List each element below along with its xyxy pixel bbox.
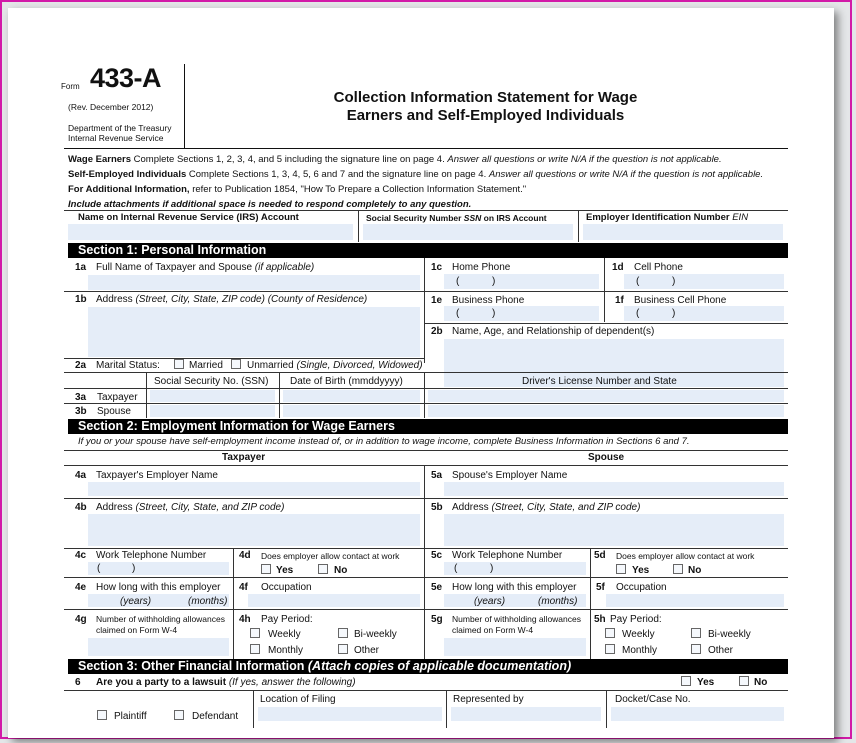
f5e-num: 5e [431,582,443,593]
spouse-work-phone-field[interactable] [444,562,586,575]
weekly-label: Weekly [622,629,655,640]
section3-header: Section 3: Other Financial Information (Attach copies of applicable documentation) [68,659,788,674]
rule [64,465,788,466]
f5f-num: 5f [596,582,605,593]
rule [578,210,579,242]
spouse-weekly-checkbox[interactable] [605,628,615,638]
f1e-label: Business Phone [452,295,525,306]
business-cell-field[interactable] [624,306,784,321]
section2-header: Section 2: Employment Information for Wage Earners [68,419,788,434]
spouse-ssn-field[interactable] [150,405,275,417]
form-title [188,89,783,125]
taxpayer-occupation-field[interactable] [248,594,420,607]
spouse-occupation-field[interactable] [606,594,784,607]
taxpayer-biweekly-checkbox[interactable] [338,628,348,638]
f5c-label: Work Telephone Number [452,550,563,561]
header-divider [184,64,185,148]
rule [64,609,788,610]
rule [64,210,788,211]
yes-label: Yes [276,565,294,576]
f2a-num: 2a [75,360,87,371]
f1b-label: Address (Street, City, State, ZIP code) (County of Residence) [96,294,368,305]
rule [590,548,591,659]
f4d-num: 4d [239,550,251,561]
f5g-num: 5g [431,614,443,625]
f5c-num: 5c [431,550,443,561]
spouse-biweekly-checkbox[interactable] [691,628,701,638]
no-label: No [334,565,348,576]
rule [424,258,425,363]
monthly-label: Monthly [268,645,304,656]
plaintiff-label: Plaintiff [114,711,147,722]
rule [64,450,788,451]
taxpayer-weekly-checkbox[interactable] [250,628,260,638]
cell-phone-field[interactable] [624,274,784,289]
ein-label: Employer Identification Number EIN [586,212,749,223]
col-dl: Driver's License Number and State [522,376,677,387]
title-line2: Earners and Self-Employed Individuals [346,107,625,124]
defendant-checkbox[interactable] [174,710,184,720]
weekly-label: Weekly [268,629,301,640]
spouse-contact-yes-checkbox[interactable] [616,564,626,574]
f4h-label: Pay Period: [261,614,313,625]
lawsuit-yes-checkbox[interactable] [681,676,691,686]
years-label: (years) [474,596,506,607]
f5f-label: Occupation [616,582,667,593]
col-ssn: Social Security No. (SSN) [154,376,269,387]
years-label: (years) [120,596,152,607]
rule [424,323,788,324]
rule [64,577,788,578]
lawsuit-yes-label: Yes [697,677,715,688]
married-label: Married [189,360,223,371]
yes-label: Yes [632,565,650,576]
unmarried-label: Unmarried (Single, Divorced, Widowed) [247,360,423,371]
ssn-label: Social Security Number SSN on IRS Account [366,213,547,223]
months-label: (months) [538,596,578,607]
no-label: No [688,565,702,576]
location-label: Location of Filing [260,694,336,705]
represented-label: Represented by [453,694,524,705]
f1f-label: Business Cell Phone [634,295,727,306]
rule [64,358,424,359]
rule [64,690,788,691]
plaintiff-checkbox[interactable] [97,710,107,720]
instr-addl: For Additional Information, refer to Publication 1854, "How To Prepare a Collection Information Statement." [68,184,527,195]
f5e-label: How long with this employer [452,582,577,593]
f5b-num: 5b [431,502,443,513]
taxpayer-ssn-field[interactable] [150,390,275,402]
header-rule [64,148,788,149]
f4g-label2: claimed on Form W-4 [96,625,178,635]
defendant-label: Defendant [192,711,239,722]
ein-field[interactable] [583,224,783,240]
f1a-label: Full Name of Taxpayer and Spouse (if applicable) [96,262,315,273]
rule [64,548,788,549]
instr-attach: Include attachments if additional space is needed to respond completely to any question. [68,199,472,210]
f4d-label: Does employer allow contact at work [261,551,400,561]
f1f-num: 1f [615,295,624,306]
f1c-num: 1c [431,262,443,273]
rule [604,258,605,322]
docket-label: Docket/Case No. [615,694,691,705]
f5b-label: Address (Street, City, State, and ZIP code) [452,502,641,513]
taxpayer-contact-yes-checkbox[interactable] [261,564,271,574]
rule [424,372,425,418]
f4a-num: 4a [75,470,87,481]
rule [64,403,788,404]
lawsuit-no-label: No [754,677,768,688]
f4a-label: Taxpayer's Employer Name [96,470,218,481]
f4h-num: 4h [239,614,251,625]
section1-header: Section 1: Personal Information [68,243,788,258]
col-taxpayer: Taxpayer [222,452,266,463]
f4e-label: How long with this employer [96,582,221,593]
f4g-num: 4g [75,614,87,625]
f2b-label: Name, Age, and Relationship of dependent(s) [452,326,655,337]
f6-label: Are you a party to a lawsuit (If yes, answer the following) [96,677,356,688]
other-label: Other [354,645,380,656]
rule [424,465,425,659]
biweekly-label: Bi-weekly [708,629,751,640]
spouse-other-checkbox[interactable] [691,644,701,654]
f4f-num: 4f [239,582,248,593]
rule [253,690,254,728]
f4b-label: Address (Street, City, State, and ZIP code) [96,502,285,513]
f5d-num: 5d [594,550,606,561]
rule [146,372,147,418]
f2b-num: 2b [431,326,443,337]
taxpayer-work-phone-field[interactable] [88,562,229,575]
form-revision: (Rev. December 2012) [68,102,154,112]
rule [64,372,788,373]
rule [424,291,788,292]
instr-wage: Wage Earners Complete Sections 1, 2, 3, 4, and 5 including the signature line on page 4. Answer all questions or write N/A if the question is not applicable. [68,154,722,165]
f1d-label: Cell Phone [634,262,683,273]
f5d-label: Does employer allow contact at work [616,551,755,561]
taxpayer-withholding-field[interactable] [88,638,229,656]
represented-field[interactable] [451,707,601,721]
dept-line1: Department of the Treasury [68,123,172,133]
f5g-label1: Number of withholding allowances [452,614,581,624]
f5h-num: 5h [594,614,606,625]
biweekly-label: Bi-weekly [354,629,397,640]
f3a-num: 3a [75,392,87,403]
name-label: Name on Internal Revenue Service (IRS) Account [78,212,299,223]
f5g-label2: claimed on Form W-4 [452,625,534,635]
spouse-withholding-field[interactable] [444,638,586,656]
col-dob: Date of Birth (mmddyyyy) [290,376,403,387]
spouse-employer-field[interactable] [444,482,784,496]
f2a-label: Marital Status: [96,360,160,371]
spouse-monthly-checkbox[interactable] [605,644,615,654]
f4c-num: 4c [75,550,87,561]
f5h-label: Pay Period: [610,614,662,625]
unmarried-checkbox[interactable] [231,359,241,369]
ssn-field[interactable] [363,224,573,240]
docket-field[interactable] [611,707,784,721]
f1e-num: 1e [431,295,443,306]
rule [64,498,788,499]
f1b-num: 1b [75,294,87,305]
full-name-field[interactable] [88,275,420,290]
f4c-label: Work Telephone Number [96,550,207,561]
f6-num: 6 [75,677,81,688]
rule [446,690,447,728]
months-label: (months) [188,596,228,607]
form-word: Form [61,82,80,91]
f4f-label: Occupation [261,582,312,593]
form-page: Form 433-A (Rev. December 2012) Department of the Treasury Internal Revenue Service Collection Information Statement for Wage Earners and Self-Employed Individuals Wage Earners Complete Sections 1, 2, 3, 4, and 5 including the signature line on page 4. Answer all questions or write N/A if the question is not applicable. Self-Employed Individuals Complete Sections 1, 3, 4, 5, 6 and 7 and the signature line on page 4. Answer all questions or write N/A if the question is not applicable. For Additional Information, refer to Publication 1854, "How To Prepare a Collection Information Statement." Include attachments if additional space is needed to respond completely to any question. Name on Internal Revenue Service (IRS) Account Social Security Number SSN on IRS Account Employer Identification Number EIN Section 1: Personal Information 1a Full Name of Taxpayer and Spouse (if applicable) 1c Home Phone ( ) 1d Cell Phone ( ) 1b Address (Street, City, State, ZIP code) (County of Residence) 1e Business Phone ( ) 1f Business Cell Phone ( ) 2b Name, Age, and Relationship of dependent(s) 2a Marital Status: Married Unmarried (Single, Divorced, Widowed) Social Security No. (SSN) Date of Birth (mmddyyyy) Driver's License Number and State 3a Taxpayer 3b Spouse Section 2: Employment Information for Wage Earners If you or your spouse have self-employment income instead of, or in addition to wage income, complete Business Information in Sections 6 and 7. Taxpayer Spouse 4a Taxpayer's Employer Name 5a Spouse's Employer Name 4b Address (Street, City, State, and ZIP code) 5b Address (Street, City, State, and ZIP code) 4c Work Telephone Number ( ) 4d Does employer allow contact at work Yes No 5c Work Telephone Number ( ) 5d Does employer allow contact at work Yes No 4e How long with this employer (years) (months) 4f Occupation 5e How long with this employer (years) (months) 5f Occupation 4g Number of withholding allowances claimed on Form W-4 4h Pay Period: Weekly Bi-weekly Monthly Other 5g Number of withholding allowances claimed on Form W-4 5h Pay Period: Weekly Bi-weekly Monthly Other Section 3: Other Financial Information (Attach copies of applicable documentation) 6 Are you a party to a lawsuit (If yes, answer the following) Yes No Location of Filing Represented by Docket/Case No. Plaintiff Defendant [8,8,834,738]
taxpayer-contact-no-checkbox[interactable] [318,564,328,574]
business-phone-field[interactable] [444,306,599,321]
rule [279,372,280,418]
taxpayer-monthly-checkbox[interactable] [250,644,260,654]
rule [606,690,607,728]
taxpayer-other-checkbox[interactable] [338,644,348,654]
f4e-num: 4e [75,582,87,593]
home-phone-field[interactable] [444,274,599,289]
married-checkbox[interactable] [174,359,184,369]
f3a-label: Taxpayer [97,392,138,403]
taxpayer-employer-field[interactable] [88,482,420,496]
f3b-label: Spouse [97,406,131,417]
section2-note: If you or your spouse have self-employment income instead of, or in addition to wage income, complete Business Information in Sections 6 and 7. [78,436,690,447]
f1d-num: 1d [612,262,624,273]
address-field[interactable] [88,307,420,357]
f4b-num: 4b [75,502,87,513]
instr-self: Self-Employed Individuals Complete Sections 1, 3, 4, 5, 6 and 7 and the signature line on page 4. Answer all questions or write N/A if the question is not applicable. [68,169,764,180]
rule [358,210,359,242]
f1a-num: 1a [75,262,87,273]
f5a-label: Spouse's Employer Name [452,470,568,481]
title-line1: Collection Information Statement for Wage [333,89,638,106]
instructions [68,152,763,212]
taxpayer-dob-field[interactable] [283,390,420,402]
f3b-num: 3b [75,406,87,417]
col-spouse: Spouse [588,452,625,463]
rule [64,388,788,389]
spouse-employer-address-field[interactable] [444,514,784,546]
f4g-label1: Number of withholding allowances [96,614,225,624]
taxpayer-dl-field[interactable] [428,390,784,402]
f5a-num: 5a [431,470,443,481]
dept-line2: Internal Revenue Service [68,133,164,143]
lawsuit-no-checkbox[interactable] [739,676,749,686]
name-field[interactable] [68,224,353,240]
location-field[interactable] [258,707,442,721]
other-label: Other [708,645,734,656]
f1c-label: Home Phone [452,262,511,273]
spouse-contact-no-checkbox[interactable] [673,564,683,574]
rule [64,291,424,292]
spouse-dl-field[interactable] [428,405,784,417]
spouse-dob-field[interactable] [283,405,420,417]
monthly-label: Monthly [622,645,658,656]
taxpayer-employer-address-field[interactable] [88,514,420,546]
form-number: 433-A [90,63,162,93]
rule [233,548,234,659]
